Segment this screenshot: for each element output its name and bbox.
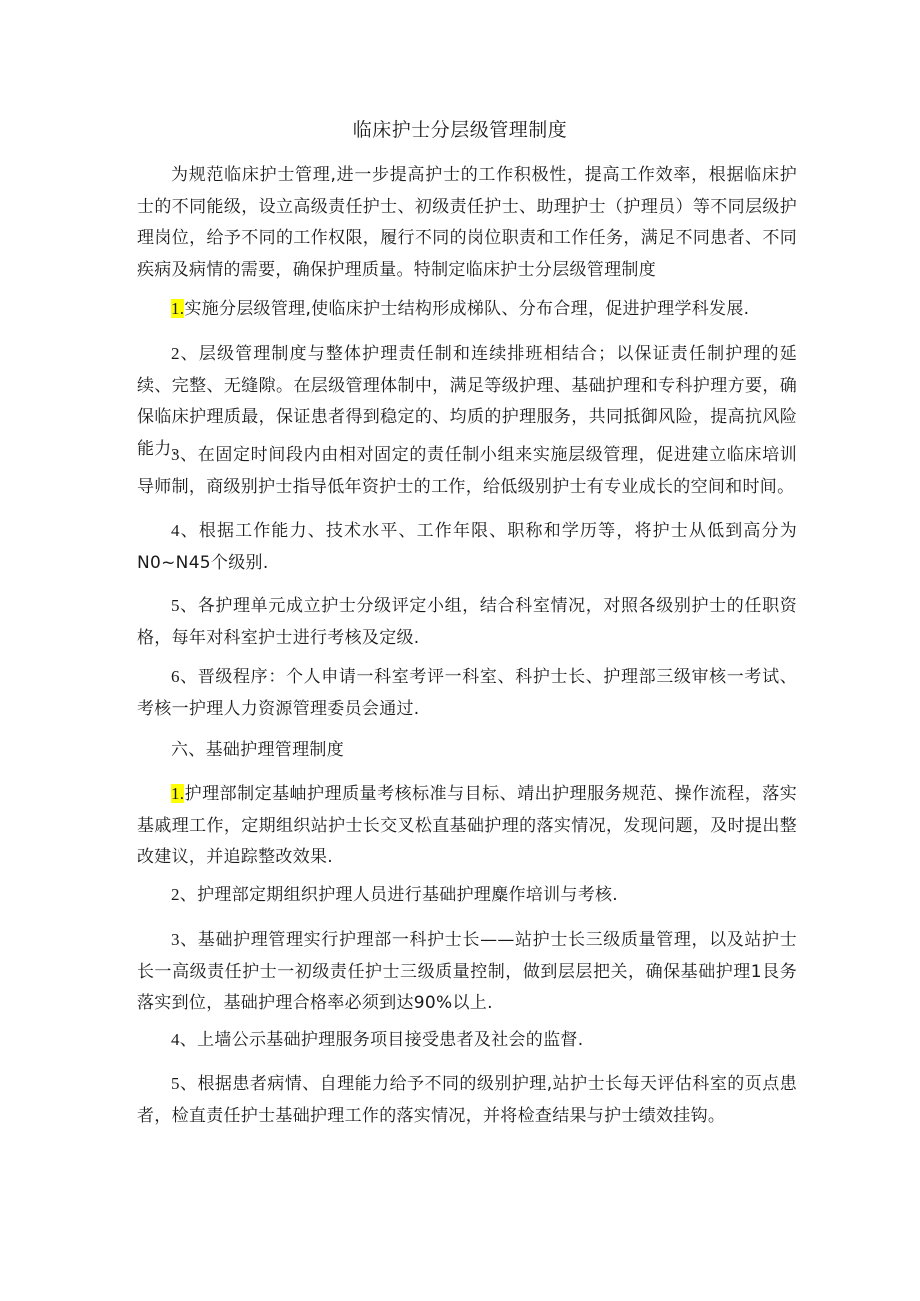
document-title: 临床护士分层级管理制度 <box>352 119 568 141</box>
item-text: 在固定时间段内由相对固定的责任制小组来实施层级管理，促进建立临床培训导师制，商级别护士指导低年资护士的工作，给低级别护士有专业成长的空间和时间。 <box>137 445 797 497</box>
item-number: 5、 <box>171 596 198 615</box>
item-number: 3、 <box>171 445 198 464</box>
section2-item-1 <box>137 778 797 874</box>
item-text: 根据患者病情、自理能力给予不同的级别护理,站护士长每天评估科室的页点患者，检直责任护士基础护理工作的落实情况，并将检查结果与护士绩效挂钩。 <box>137 1074 797 1126</box>
section1-item-6 <box>137 661 797 725</box>
item-number: 5、 <box>171 1074 198 1093</box>
item-number: 4、 <box>171 521 199 540</box>
item-number: 2、 <box>171 885 198 904</box>
item-text: 层级管理制度与整体护理责任制和连续排班相结合；以保证责任制护理的延续、完整、无缝隙。在层级管理体制中，满足等级护理、基础护理和专科护理方要，确保临床护理质最，保证患者得到稳定的、均质的护理服务，共同抵御风险，提高抗风险能力. <box>137 344 797 459</box>
section2-item-4 <box>137 1024 797 1057</box>
item-number: 3、 <box>171 930 198 949</box>
item-text: 晋级程序：个人申请一科室考评一科室、科护士长、护理部三级审核一考试、考核一护理人力资源管理委员会通过. <box>137 667 797 719</box>
item-text: 基础护理管理实行护理部一科护士长——站护士长三级质量管理，以及站护士长一高级责任护士一初级责任护士三级质量控制，做到层层把关，确保基础护理1艮务落实到位，基础护理合格率必须到达90%以上. <box>137 930 797 1013</box>
section2-item-5 <box>137 1068 797 1132</box>
item-text: 根据工作能力、技术水平、工作年限、职称和学历等，将护士从低到高分为N0~N45个级别. <box>137 521 797 573</box>
section2-item-3 <box>137 924 797 1020</box>
item-number: 1. <box>171 784 185 803</box>
item-number: 2、 <box>171 344 199 363</box>
item-number: 4、 <box>171 1030 198 1049</box>
item-text: 护理部制定基岫护理质量考核标准与目标、靖出护理服务规范、操作流程，落实基戚理工作，定期组织站护士长交叉松直基础护理的落实情况，发现问题，及时提出整改建议，并追踪整改效果. <box>137 784 797 867</box>
item-text: 护理部定期组织护理人员进行基础护理麋作培训与考核. <box>197 885 619 905</box>
item-text: 实施分层级管理,使临床护士结构形成梯队、分布合理，促进护理学科发展. <box>184 299 750 319</box>
item-text: 上墙公示基础护理服务项目接受患者及社会的监督. <box>197 1030 584 1050</box>
section1-item-4 <box>137 515 797 579</box>
section2-heading: 六、基础护理管理制度 <box>171 740 344 760</box>
item-text: 各护理单元成立护士分级评定小组，结合科室情况，对照各级别护士的任职资格，每年对科室护士进行考核及定级. <box>137 596 797 648</box>
intro-paragraph: 为规范临床护士管理,进一步提高护士的工作积极性，提高工作效率，根据临床护士的不同能级，设立高级责任护士、初级责任护士、助理护士（护理员）等不同层级护理岗位，给予不同的工作权限，履行不同的岗位职责和工作任务，满足不同患者、不同疾病及病情的需要，确保护理质量。特制定临床护士分层级管理制度 <box>137 165 797 280</box>
section1-item-5 <box>137 590 797 654</box>
section1-item-3 <box>137 439 797 503</box>
section1-item-1 <box>137 293 797 326</box>
item-number: 1. <box>171 299 185 318</box>
item-number: 6、 <box>171 667 198 686</box>
section2-item-2 <box>137 879 797 912</box>
